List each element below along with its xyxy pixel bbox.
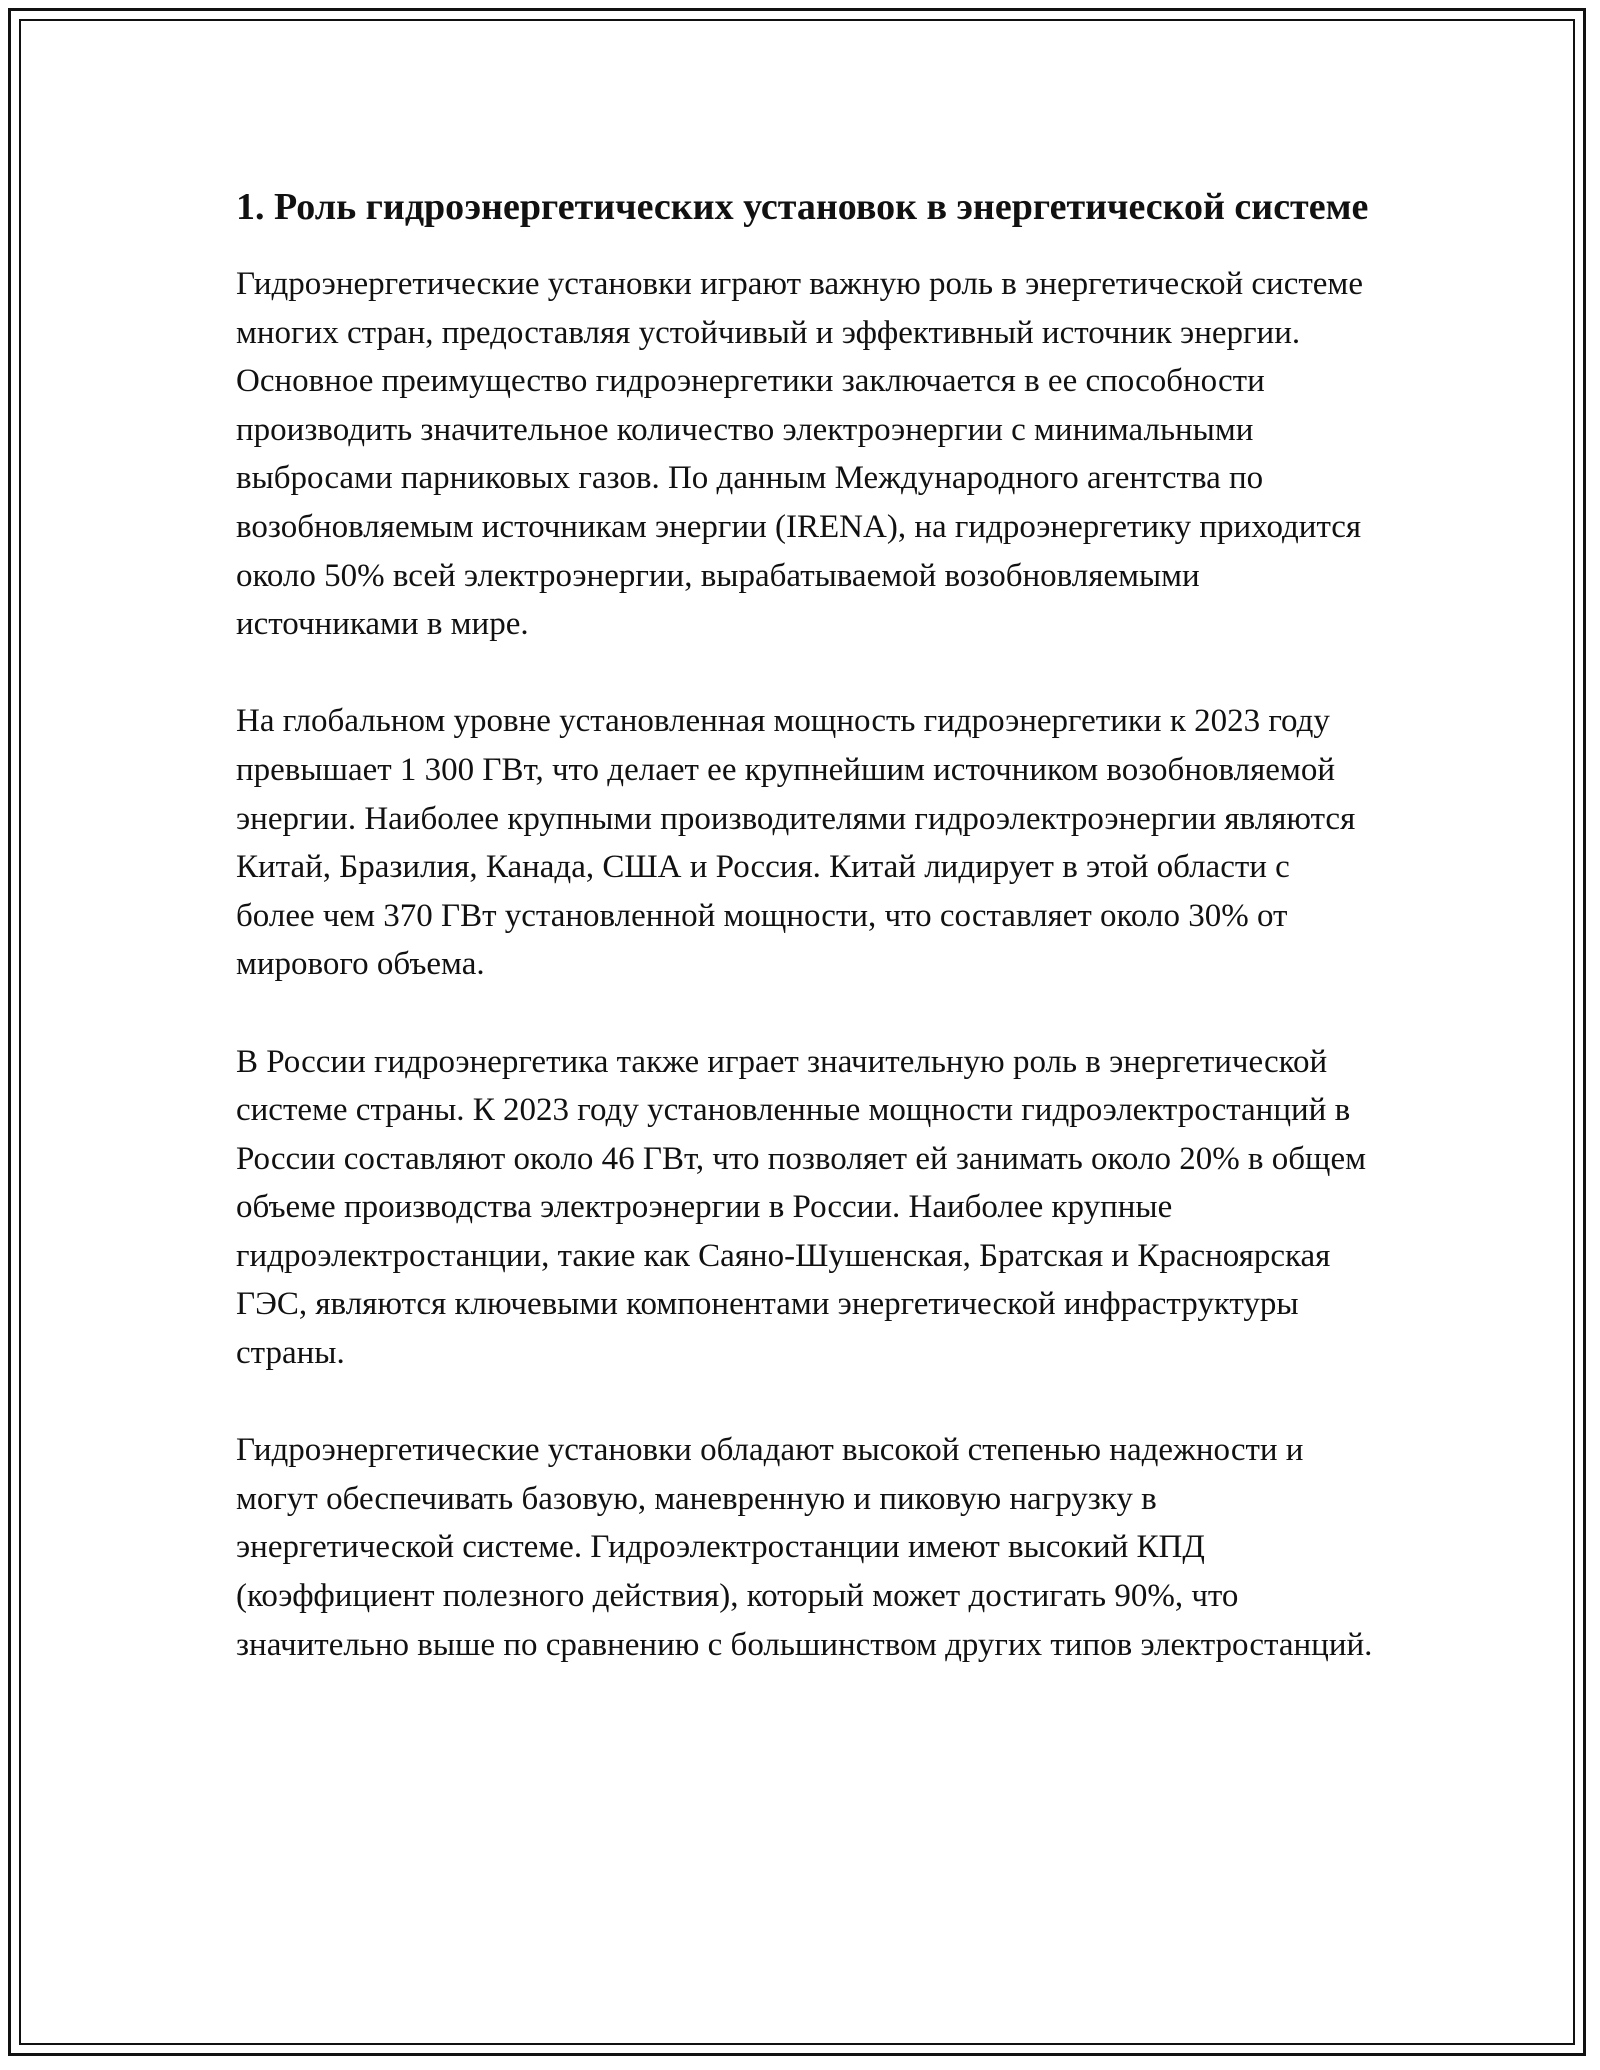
paragraph-global-capacity: На глобальном уровне установленная мощность гидроэнергетики к 2023 году превышает 1 300 ГВт, что делает ее крупнейшим источником возобновляемой энергии. Наиболее крупными производителями гидроэлектроэнергии являются Китай, Бразилия, Канада, США и Россия. Китай лидирует в этой области с более чем 370 ГВт установленной мощности, что составляет около 30% от мирового объема.: [236, 703, 1356, 983]
paragraph-russia-hydropower: В России гидроэнергетика также играет значительную роль в энергетической системе страны. К 2023 году установленные мощности гидроэлектростанций в России составляют около 46 ГВт, что позволяет ей занимать около 20% в общем объеме производства электроэнергии в России. Наиболее крупные гидроэлектростанции, такие как Саяно-Шушенская, Братская и Красноярская ГЭС, являются ключевыми компонентами энергетической инфраструктуры страны.: [236, 1043, 1366, 1372]
document-body: [236, 180, 1376, 1718]
section-heading: 1. Роль гидроэнергетических установок в энергетической системе: [236, 186, 1369, 228]
paragraph-reliability-efficiency: Гидроэнергетические установки обладают высокой степенью надежности и могут обеспечивать базовую, маневренную и пиковую нагрузку в энергетической системе. Гидроэлектростанции имеют высокий КПД (коэффициент полезного действия), который может достигать 90%, что значительно выше по сравнению с большинством других типов электростанций.: [236, 1432, 1373, 1663]
paragraph-role-of-hydropower: Гидроэнергетические установки играют важную роль в энергетической системе многих стран, предоставляя устойчивый и эффективный источник энергии. Основное преимущество гидроэнергетики заключается в ее способности производить значительное количество электроэнергии с минимальными выбросами парниковых газов. По данным Международного агентства по возобновляемым источникам энергии (IRENA), на гидроэнергетику приходится около 50% всей электроэнергии, вырабатываемой возобновляемыми источниками в мире.: [236, 266, 1363, 643]
